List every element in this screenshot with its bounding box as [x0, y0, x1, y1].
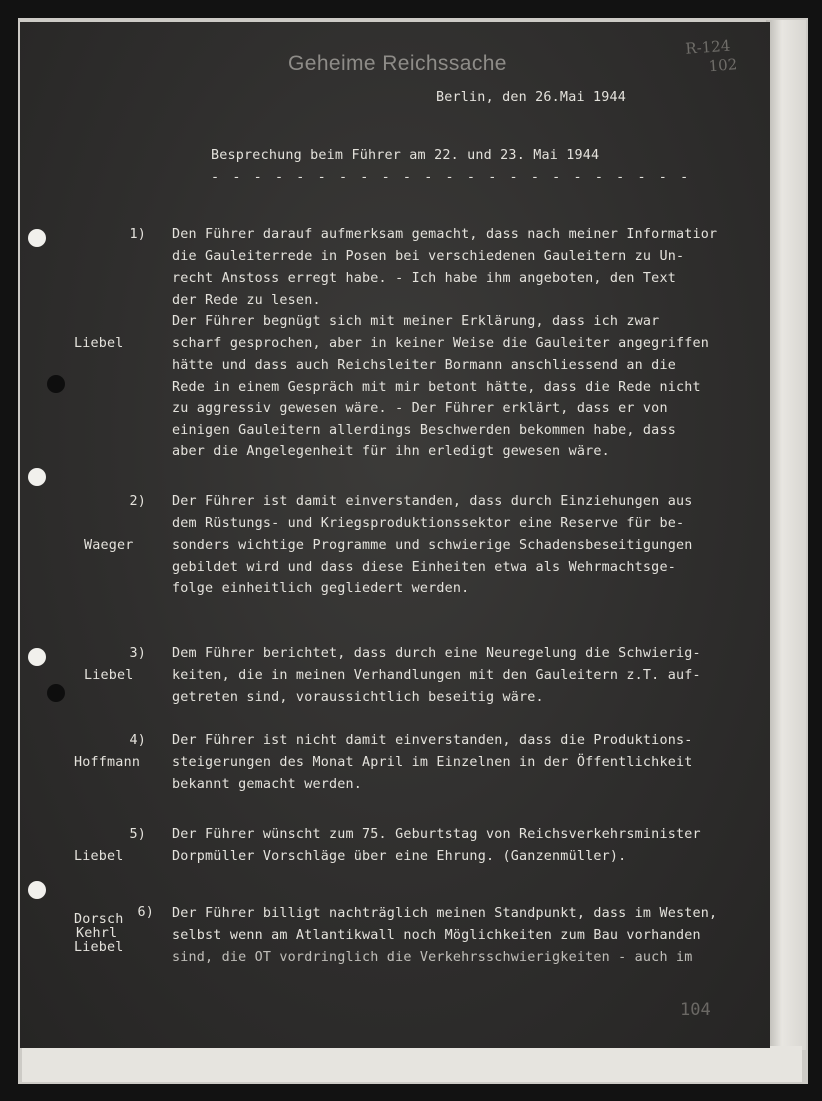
body-line: keiten, die in meinen Verhandlungen mit den Gauleitern z.T. auf- — [172, 668, 701, 683]
body-line: einigen Gauleitern allerdings Beschwerden bekommen habe, dass — [172, 423, 676, 438]
body-line: Der Führer billigt nachträglich meinen Standpunkt, dass im Westen, — [172, 906, 718, 921]
body-line: Rede in einem Gespräch mit mir betont hätte, dass die Rede nicht — [172, 380, 701, 395]
body-line: dem Rüstungs- und Kriegsproduktionssektor eine Reserve für be- — [172, 516, 685, 531]
reference-line-1: R-124 — [684, 36, 731, 58]
body-line: Der Führer ist damit einverstanden, dass durch Einziehungen aus — [172, 494, 693, 509]
punch-hole — [28, 468, 46, 486]
responsible-name: Liebel — [74, 849, 124, 864]
body-line: sonders wichtige Programme und schwierige Schadensbeseitigungen — [172, 538, 693, 553]
body-line: aber die Angelegenheit für ihn erledigt gewesen wäre. — [172, 444, 610, 459]
paper-bottom-strip — [22, 1046, 802, 1082]
responsible-name: Liebel — [74, 336, 124, 351]
item-number: 3) — [129, 646, 146, 661]
body-line: getreten sind, voraussichtlich beseitig wäre. — [172, 690, 544, 705]
responsible-name: Dorsch — [74, 912, 124, 927]
responsible-name: Waeger — [84, 538, 134, 553]
punch-hole — [28, 648, 46, 666]
page-number: 104 — [680, 1000, 711, 1020]
item-number: 4) — [129, 733, 146, 748]
body-line: scharf gesprochen, aber in keiner Weise die Gauleiter angegriffen — [172, 336, 710, 351]
body-line: Dorpmüller Vorschläge über eine Ehrung. (Ganzenmüller). — [172, 849, 627, 864]
responsible-name: Liebel — [74, 940, 124, 955]
responsible-name: Hoffmann — [74, 755, 141, 770]
body-line: hätte und dass auch Reichsleiter Bormann anschliessend an die — [172, 358, 676, 373]
body-line: selbst wenn am Atlantikwall noch Möglichkeiten zum Bau vorhanden — [172, 928, 701, 943]
item-number: 6) — [137, 905, 154, 920]
body-line: steigerungen des Monat April im Einzelnen in der Öffentlichkeit — [172, 755, 693, 770]
reference-line-2: 102 — [708, 55, 738, 76]
item-number: 2) — [129, 494, 146, 509]
punch-hole — [47, 684, 65, 702]
body-line: Der Führer begnügt sich mit meiner Erklärung, dass ich zwar — [172, 314, 660, 329]
body-line: Dem Führer berichtet, dass durch eine Neuregelung die Schwierig- — [172, 646, 701, 661]
body-line: bekannt gemacht werden. — [172, 777, 363, 792]
body-line: Den Führer darauf aufmerksam gemacht, dass nach meiner Informatior — [172, 227, 718, 242]
body-line: gebildet wird und dass diese Einheiten etwa als Wehrmachtsge- — [172, 560, 676, 575]
responsible-name: Kehrl — [76, 926, 118, 941]
subject-underline: - - - - - - - - - - - - - - - - - - - - - - - — [211, 170, 691, 185]
body-line: der Rede zu lesen. — [172, 293, 321, 308]
item-number: 5) — [129, 827, 146, 842]
classification-stamp: Geheime Reichssache — [288, 52, 507, 75]
body-line: die Gauleiterrede in Posen bei verschiedenen Gauleitern zu Un- — [172, 249, 685, 264]
item-number: 1) — [129, 227, 146, 242]
body-line: zu aggressiv gewesen wäre. - Der Führer erklärt, dass er von — [172, 401, 668, 416]
photostat-page — [20, 22, 770, 1048]
responsible-name: Liebel — [84, 668, 134, 683]
body-line: sind, die OT vordringlich die Verkehrsschwierigkeiten - auch im — [172, 950, 693, 965]
subject-line: Besprechung beim Führer am 22. und 23. Mai 1944 — [211, 148, 600, 163]
punch-hole — [47, 375, 65, 393]
body-line: recht Anstoss erregt habe. - Ich habe ihm angeboten, den Text — [172, 271, 676, 286]
punch-hole — [28, 881, 46, 899]
dateline: Berlin, den 26.Mai 1944 — [436, 90, 627, 105]
paper-edge — [766, 20, 806, 1050]
punch-hole — [28, 229, 46, 247]
body-line: Der Führer wünscht zum 75. Geburtstag von Reichsverkehrsminister — [172, 827, 701, 842]
handwritten-reference — [685, 36, 738, 77]
body-line: Der Führer ist nicht damit einverstanden, dass die Produktions- — [172, 733, 693, 748]
body-line: folge einheitlich gegliedert werden. — [172, 581, 470, 596]
